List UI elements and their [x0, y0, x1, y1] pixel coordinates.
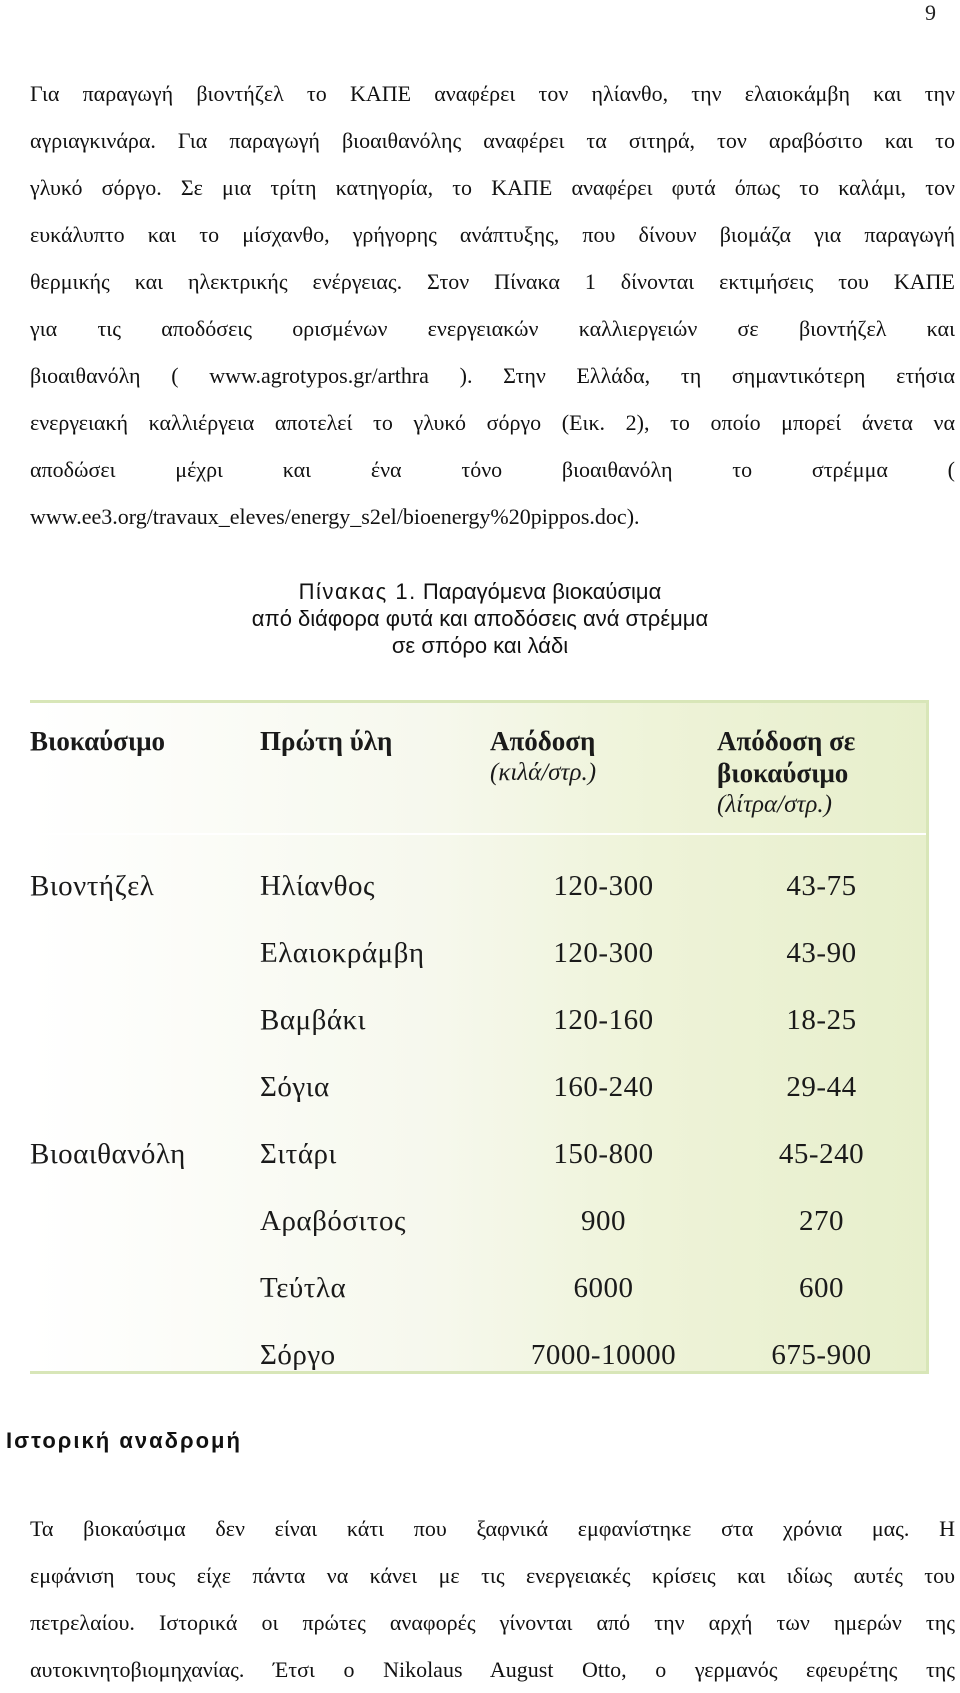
table-row	[30, 1121, 926, 1188]
caption-title: Παραγόμενα βιοκαύσιμα	[422, 579, 662, 604]
page-number: 9	[925, 0, 936, 25]
table-caption	[0, 578, 960, 659]
table-row	[30, 1188, 926, 1255]
paragraph-line: www.ee3.org/travaux_eleves/energy_s2el/bioenergy%20pippos.doc).	[30, 504, 640, 529]
cell-biofuel: Βιοντήζελ	[30, 870, 155, 902]
cell-material: Βαμβάκι	[260, 1004, 366, 1036]
paragraph-line: πετρελαίου. Ιστορικά οι πρώτες αναφορές γίνονται από την αρχή των ημερών της	[30, 1610, 955, 1635]
cell-material: Ελαιοκράμβη	[260, 937, 425, 969]
table-row	[30, 920, 926, 987]
table-header-row	[30, 703, 926, 834]
cell-fuel-yield: 43-75	[786, 870, 857, 902]
cell-yield: 900	[581, 1205, 626, 1237]
cell-yield: 120-300	[553, 937, 654, 969]
caption-line-2: από διάφορα φυτά και αποδόσεις ανά στρέμμα	[251, 606, 709, 631]
cell-fuel-yield: 270	[799, 1205, 844, 1237]
table-row	[30, 1054, 926, 1121]
cell-fuel-yield: 29-44	[786, 1071, 857, 1103]
cell-fuel-yield: 43-90	[786, 937, 857, 969]
paragraph-line: ευκάλυπτο και το μίσχανθο, γρήγορης ανάπτυξης, που δίνουν βιομάζα για παραγωγή	[30, 222, 955, 247]
header-biofuel	[30, 703, 260, 834]
body-paragraph-intro	[30, 70, 955, 540]
biofuel-yield-table	[30, 703, 926, 1389]
caption-line-3: σε σπόρο και λάδι	[391, 633, 569, 658]
paragraph-line: εμφάνιση τους είχε πάντα να κάνει με τις ενεργειακές κρίσεις και ιδίως αυτές του	[30, 1563, 955, 1588]
cell-biofuel	[30, 1322, 260, 1389]
cell-fuel-yield: 675-900	[771, 1339, 872, 1371]
table-row	[30, 1255, 926, 1322]
cell-fuel-yield: 600	[799, 1272, 844, 1304]
header-raw-material	[260, 703, 490, 834]
paragraph-line: θερμικής και ηλεκτρικής ενέργειας. Στον Πίνακα 1 δίνονται εκτιμήσεις του ΚΑΠΕ	[30, 269, 955, 294]
paragraph-line: για τις αποδόσεις ορισμένων ενεργειακών καλλιεργειών σε βιοντήζελ και	[30, 316, 955, 341]
body-paragraph-history	[30, 1505, 955, 1693]
table-row	[30, 834, 926, 920]
cell-yield: 6000	[573, 1272, 634, 1304]
header-yield	[490, 703, 717, 834]
cell-yield: 160-240	[553, 1071, 654, 1103]
paragraph-line: Τα βιοκαύσιμα δεν είναι κάτι που ξαφνικά εμφανίστηκε στα χρόνια μας. Η	[30, 1516, 955, 1541]
cell-yield: 120-300	[553, 870, 654, 902]
cell-material: Αραβόσιτος	[260, 1205, 406, 1237]
cell-biofuel: Βιοαιθανόλη	[30, 1138, 186, 1170]
cell-material: Τεύτλα	[260, 1272, 347, 1304]
cell-yield: 150-800	[553, 1138, 654, 1170]
table-row	[30, 987, 926, 1054]
paragraph-line: γλυκό σόργο. Σε μια τρίτη κατηγορία, το ΚΑΠΕ αναφέρει φυτά όπως το καλάμι, τον	[30, 175, 955, 200]
cell-biofuel	[30, 1054, 260, 1121]
paragraph-line: αποδώσει μέχρι και ένα τόνο βιοαιθανόλη το στρέμμα (	[30, 457, 955, 482]
paragraph-line: αγριαγκινάρα. Για παραγωγή βιοαιθανόλης αναφέρει τα σιτηρά, τον αραβόσιτο και το	[30, 128, 955, 153]
cell-yield: 120-160	[553, 1004, 654, 1036]
caption-line-1	[0, 578, 960, 605]
header-title: Βιοκαύσιμο	[30, 726, 166, 756]
biofuel-table-image	[30, 700, 929, 1374]
cell-fuel-yield: 18-25	[786, 1004, 857, 1036]
cell-material: Σόργο	[260, 1339, 336, 1371]
table-row	[30, 1322, 926, 1389]
cell-fuel-yield: 45-240	[778, 1138, 865, 1170]
cell-biofuel	[30, 1255, 260, 1322]
cell-yield: 7000-10000	[530, 1339, 677, 1371]
paragraph-line: Για παραγωγή βιοντήζελ το ΚΑΠΕ αναφέρει τον ηλίανθο, την ελαιοκάμβη και την	[30, 81, 955, 106]
paragraph-line: ενεργειακή καλλιέργεια αποτελεί το γλυκό σόργο (Εικ. 2), το οποίο μπορεί άνετα να	[30, 410, 955, 435]
cell-material: Ηλίανθος	[260, 870, 375, 902]
cell-biofuel	[30, 1188, 260, 1255]
header-title: Πρώτη ύλη	[260, 726, 393, 756]
caption-label: Πίνακας 1.	[298, 579, 417, 604]
header-unit: (λίτρα/στρ.)	[717, 791, 832, 818]
paragraph-line: βιοαιθανόλη ( www.agrotypos.gr/arthra ). Στην Ελλάδα, τη σημαντικότερη ετήσια	[30, 363, 955, 388]
header-title: Απόδοση	[490, 726, 596, 756]
header-unit: (κιλά/στρ.)	[490, 759, 597, 786]
cell-material: Σιτάρι	[260, 1138, 337, 1170]
cell-material: Σόγια	[260, 1071, 330, 1103]
cell-biofuel	[30, 987, 260, 1054]
section-heading: Ιστορική αναδρομή	[6, 1428, 242, 1453]
paragraph-line: αυτοκινητοβιομηχανίας. Έτσι ο Nikolaus August Otto, ο γερμανός εφευρέτης της	[30, 1657, 955, 1682]
cell-biofuel	[30, 920, 260, 987]
header-title: Απόδοση σε βιοκαύσιμο	[717, 726, 856, 788]
header-fuel-yield	[717, 703, 926, 834]
